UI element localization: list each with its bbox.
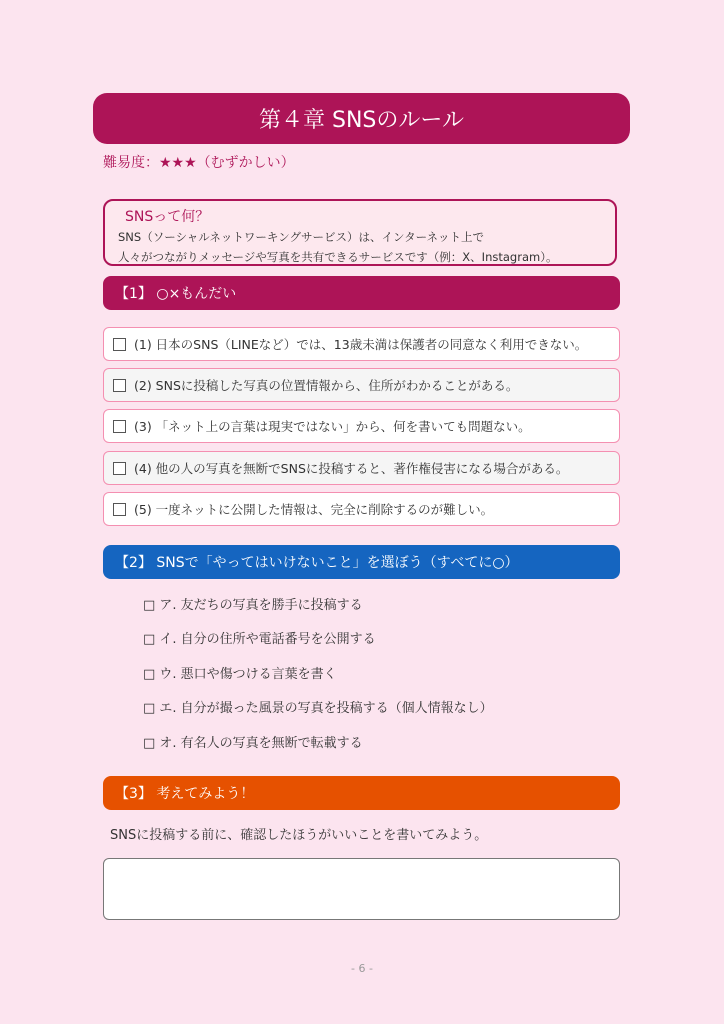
question-row-1[interactable] [103, 327, 620, 361]
question-row-2[interactable] [103, 368, 620, 402]
chapter-title-text: 第４章 SNSのルール [259, 108, 464, 133]
option-a[interactable]: □ ア. 友だちの写真を勝手に投稿する [143, 598, 363, 613]
section2-header-text: 【2】 SNSで「やってはいけないこと」を選ぼう（すべてに○） [115, 555, 519, 571]
chapter-title [93, 93, 630, 144]
option-u[interactable]: □ ウ. 悪口や傷つける言葉を書く [143, 667, 337, 682]
checkbox-5[interactable] [113, 503, 126, 516]
question-row-4[interactable] [103, 451, 620, 485]
checkbox-2[interactable] [113, 379, 126, 392]
section1-header-text: 【1】 ○×もんだい [115, 286, 237, 302]
option-o[interactable]: □ オ. 有名人の写真を無断で転載する [143, 736, 363, 751]
question-row-5[interactable] [103, 492, 620, 526]
checkbox-4[interactable] [113, 462, 126, 475]
section1-header [103, 276, 620, 310]
option-e[interactable]: □ エ. 自分が撮った風景の写真を投稿する（個人情報なし） [143, 701, 493, 716]
page-number: - 6 - [351, 962, 373, 975]
option-i[interactable]: □ イ. 自分の住所や電話番号を公開する [143, 632, 376, 647]
question-text-3: (3) 「ネット上の言葉は現実ではない」から、何を書いても問題ない。 [134, 419, 531, 434]
checkbox-1[interactable] [113, 338, 126, 351]
definition-line-1: SNS（ソーシャルネットワーキングサービス）は、インターネット上で [118, 230, 485, 244]
definition-heading: SNSって何？ [125, 209, 210, 225]
section2-header [103, 545, 620, 579]
question-text-1: (1) 日本のSNS（LINEなど）では、13歳未満は保護者の同意なく利用できない。 [134, 337, 588, 352]
question-row-3[interactable] [103, 409, 620, 443]
answer-box[interactable] [103, 858, 620, 920]
question-text-2: (2) SNSに投稿した写真の位置情報から、住所がわかることがある。 [134, 378, 519, 393]
definition-box [103, 199, 617, 266]
definition-line-2: 人々がつながりメッセージや写真を共有できるサービスです（例：X、Instagram）。 [118, 250, 558, 264]
question-text-5: (5) 一度ネットに公開した情報は、完全に削除するのが難しい。 [134, 502, 494, 517]
difficulty-label: 難易度：★★★（むずかしい） [103, 155, 295, 171]
section3-prompt: SNSに投稿する前に、確認したほうがいいことを書いてみよう。 [110, 828, 488, 843]
section3-header-text: 【3】 考えてみよう！ [115, 786, 255, 802]
question-text-4: (4) 他の人の写真を無断でSNSに投稿すると、著作権侵害になる場合がある。 [134, 461, 569, 476]
section3-header [103, 776, 620, 810]
checkbox-3[interactable] [113, 420, 126, 433]
